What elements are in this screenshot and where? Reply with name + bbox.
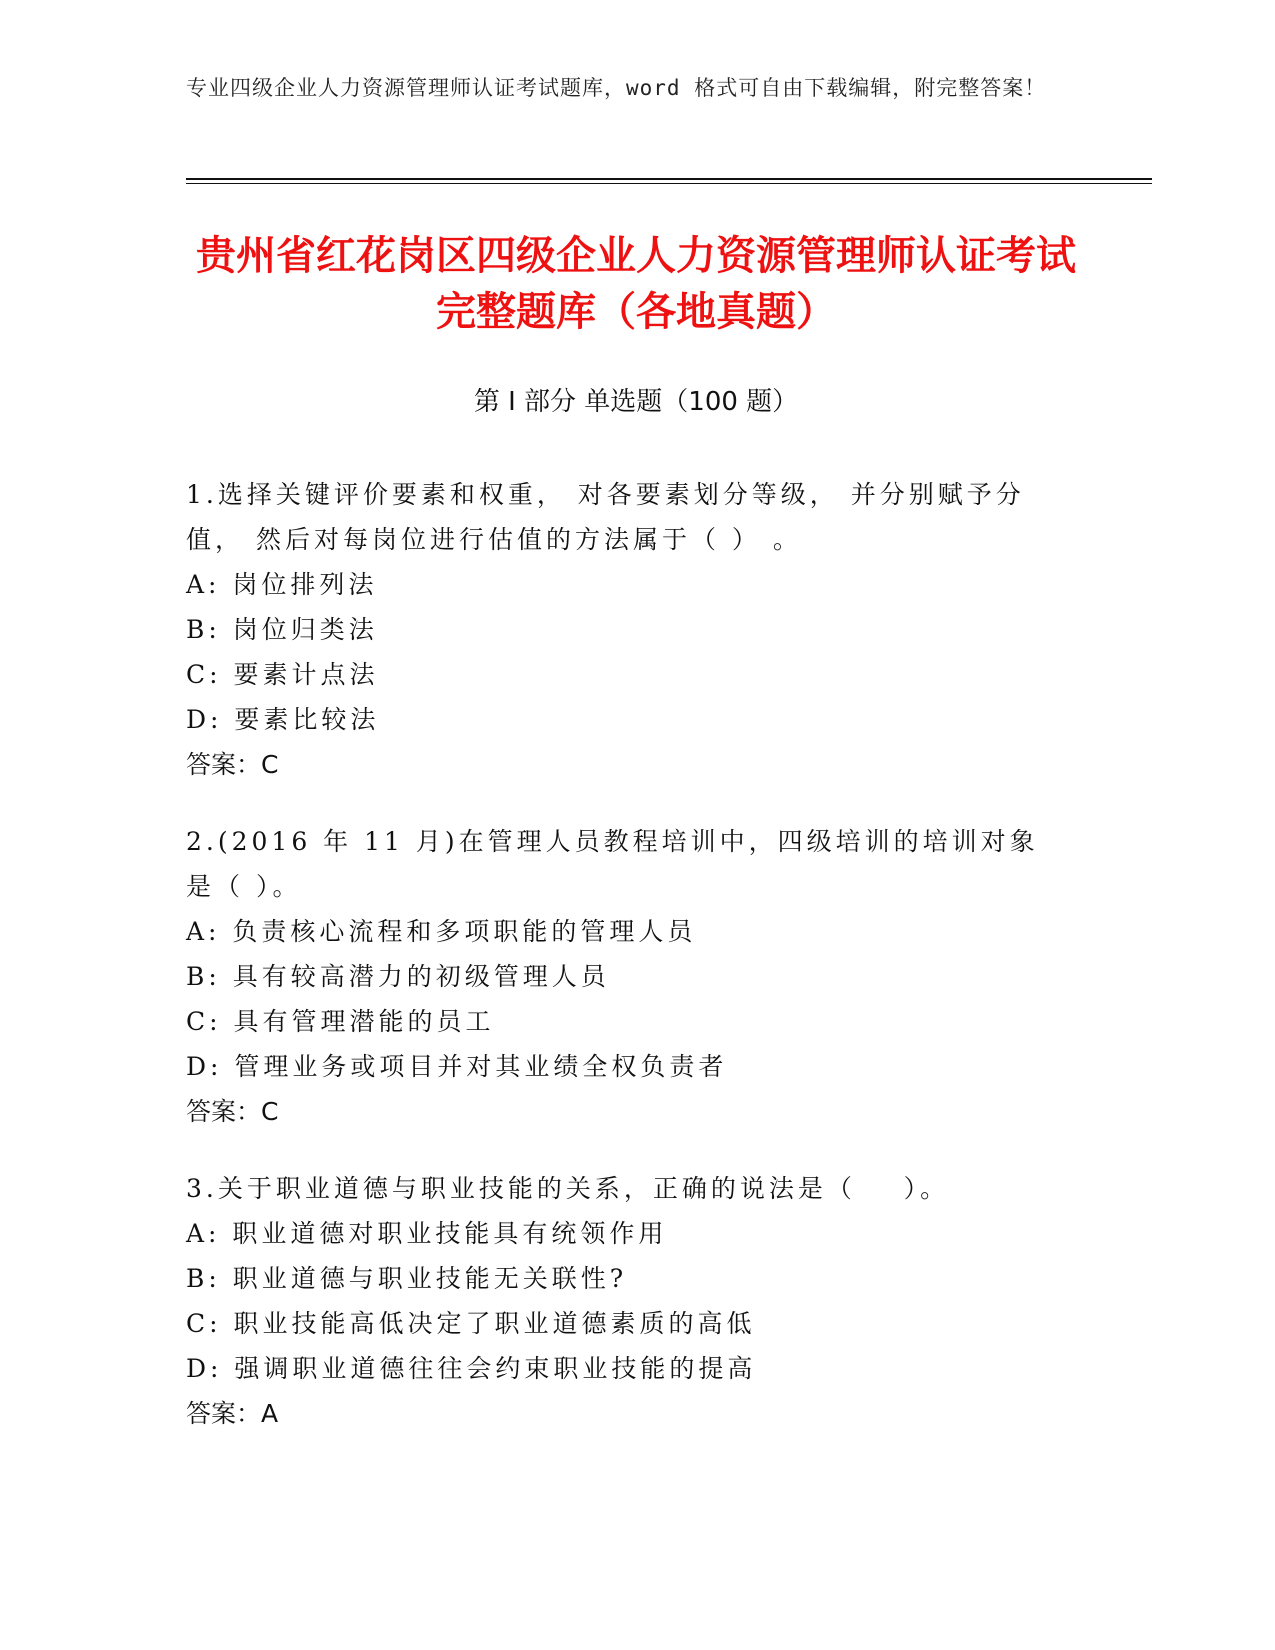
option-a: A: 职业道德对职业技能具有统领作用 [186,1219,668,1248]
answer: 答案：C [186,1097,279,1126]
option-a: A: 岗位排列法 [186,570,378,599]
option-c: C: 要素计点法 [186,660,379,689]
answer: 答案：C [186,750,279,779]
option-c: C: 职业技能高低决定了职业道德素质的高低 [186,1309,756,1338]
option-d: D: 强调职业道德往往会约束职业技能的提高 [186,1354,757,1383]
question-stem: 3.关于职业道德与职业技能的关系，正确的说法是（ ）。 [186,1174,950,1203]
question-stem: 2.(2016 年 11 月)在管理人员教程培训中，四级培训的培训对象是（ ）。 [186,827,1039,901]
option-b: B: 职业道德与职业技能无关联性? [186,1264,628,1293]
header-divider-thin [186,183,1152,184]
section-title: 第 I 部分 单选题（100 题） [473,387,799,417]
question-1 [186,472,1066,787]
question-stem: 1.选择关键评价要素和权重， 对各要素划分等级， 并分别赋予分值， 然后对每岗位进行估值的方法属于（ ） 。 [186,480,1025,554]
option-c: C: 具有管理潜能的员工 [186,1007,495,1036]
document-title: 贵州省红花岗区四级企业人力资源管理师认证考试完整题库（各地真题） [196,233,1076,335]
option-b: B: 岗位归类法 [186,615,378,644]
option-b: B: 具有较高潜力的初级管理人员 [186,962,610,991]
header-note: 专业四级企业人力资源管理师认证考试题库，word 格式可自由下载编辑，附完整答案！ [186,76,1047,100]
question-list [186,472,1066,1468]
option-a: A: 负责核心流程和多项职能的管理人员 [186,917,697,946]
answer: 答案：A [186,1399,279,1428]
header-divider-thick [186,178,1152,180]
option-d: D: 管理业务或项目并对其业绩全权负责者 [186,1052,728,1081]
option-d: D: 要素比较法 [186,705,380,734]
question-2 [186,819,1066,1134]
question-3 [186,1166,1066,1436]
